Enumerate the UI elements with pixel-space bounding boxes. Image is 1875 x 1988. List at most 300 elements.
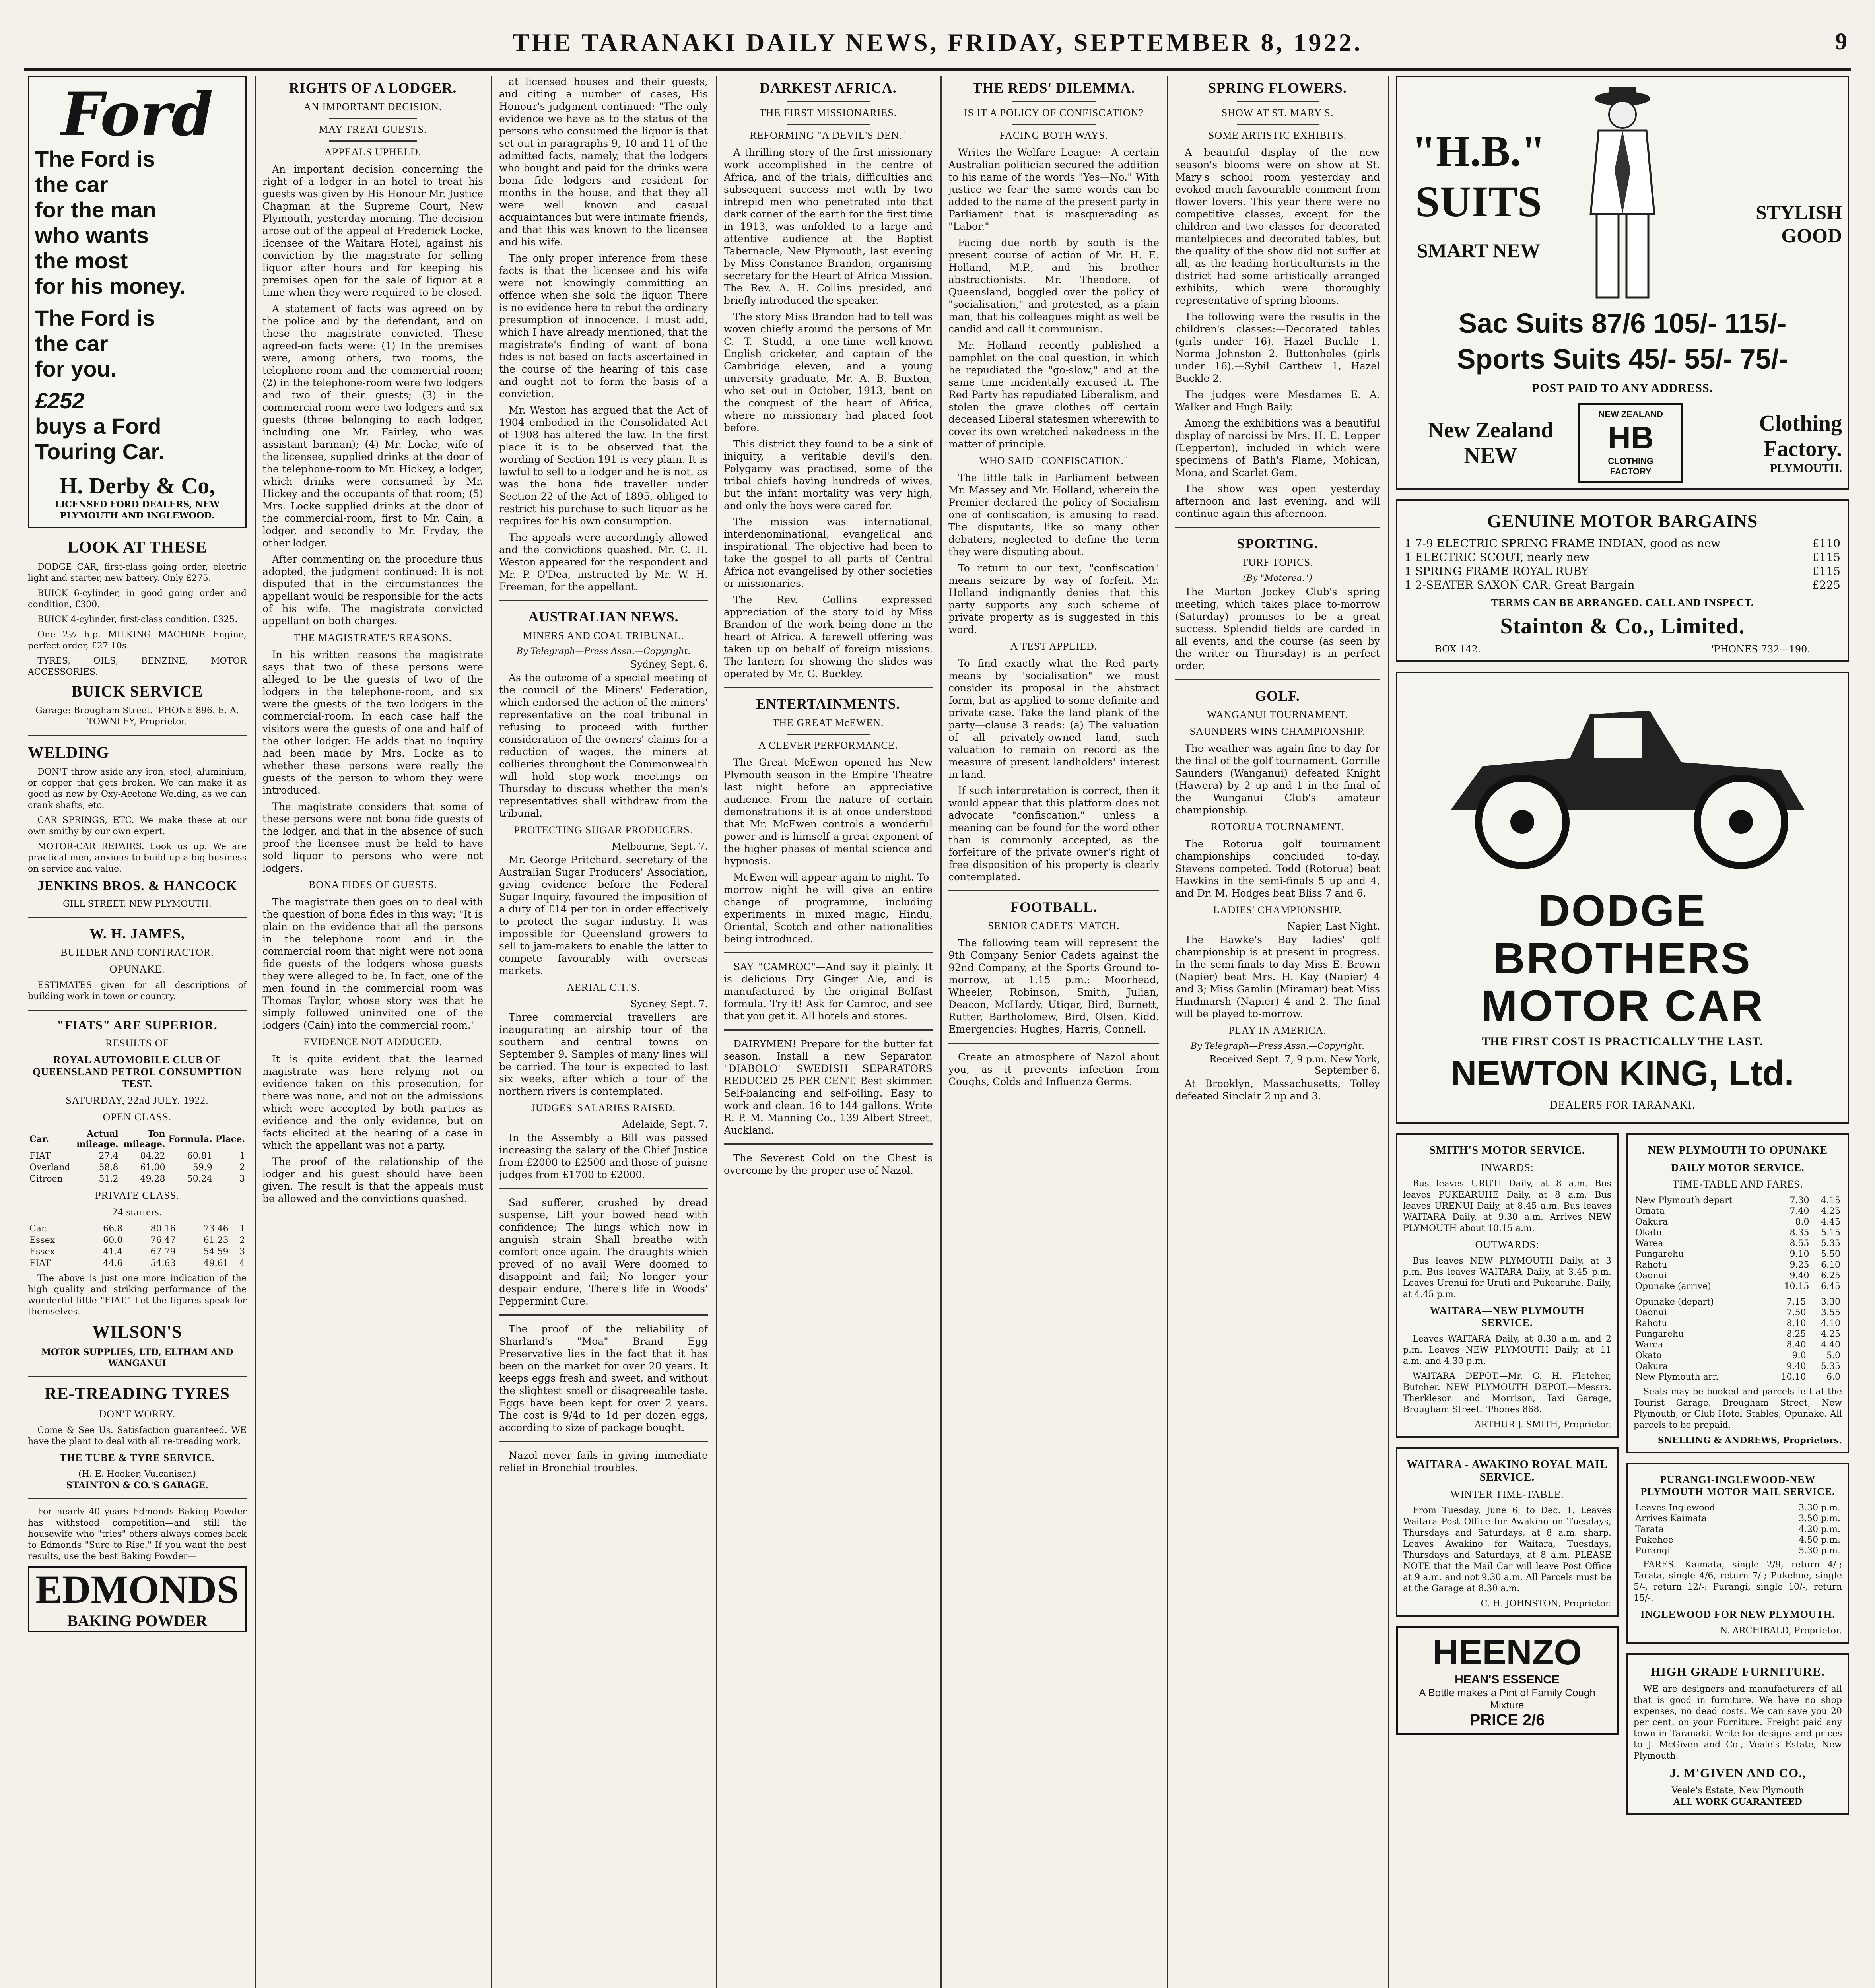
article-headline: SPRING FLOWERS. — [1208, 80, 1347, 96]
cell: Oaonui — [1635, 1308, 1667, 1318]
cell: Okato — [1635, 1228, 1662, 1238]
column-header: Actual mileage. — [76, 1129, 119, 1149]
advert-paragraph: The proof of the reliability of Sharland's "Moa" Brand Egg Preservative lies in the fact that it has been on the market for over 20 years. It keeps eggs fresh and sweet, and without the slightest smell or disagreeable taste. Eggs have been kept for over 2 years. The cost is 9/4d to 1d per dozen eggs, according to size of package bought. — [499, 1323, 708, 1433]
table-row — [1634, 1350, 1842, 1361]
furniture-guarantee: ALL WORK GUARANTEED — [1673, 1797, 1802, 1807]
column-rule — [940, 76, 942, 1988]
ford-line: the car — [35, 331, 108, 356]
cell: 4.10 — [1821, 1318, 1840, 1328]
column-6 — [1175, 76, 1380, 1988]
wilsons-name: WILSON'S — [92, 1322, 182, 1342]
fiat-private-class: PRIVATE CLASS. — [95, 1190, 179, 1201]
buick-garage: Garage: Brougham Street. 'PHONE 896. E. A. TOWNLEY, Proprietor. — [35, 706, 239, 727]
opunake-firm: SNELLING & ANDREWS, Proprietors. — [1657, 1435, 1842, 1446]
article-paragraph: An important decision concerning the right of a lodger in an hotel to treat his guests was given by His Honour Mr. Justice Chapman at the Supreme Court, New Plymouth, yesterday morning. The decision arose out of the appeal of Frederick Locke, licensee of the Waitara Hotel, against his conviction by the magistrate for selling liquor after hours and for keeping his premises open for the sale of liquor at a time when they were required to be closed. — [262, 163, 483, 298]
purangi-section: INGLEWOOD FOR NEW PLYMOUTH. — [1640, 1609, 1835, 1620]
cell: 5.15 — [1821, 1228, 1840, 1238]
james-text: ESTIMATES given for all descriptions of building work in town or country. — [28, 980, 247, 1002]
advert-paragraph: SAY "CAMROC"—And say it plainly. It is delicious Dry Ginger Ale, and is manufactured by the original Belfast formula. Try it! Ask for Camroc, and see that you get it. All hotels and stores. — [724, 961, 933, 1022]
dateline: Received Sept. 7, 9 p.m. New York, September 6. — [1209, 1054, 1380, 1076]
article-subhead: AERIAL C.T.'S. — [567, 982, 640, 993]
cell: Purangi — [1635, 1546, 1670, 1556]
cell: 67.79 — [150, 1247, 176, 1257]
article-paragraph: Facing due north by south is the present course of action of Mr. H. E. Holland, M.P., and his brother abstractionists. Mr. Theodore, of Queensland, boggled over the policy of "socialisation," and protested, as a plain man, that his colleagues might as well be candid and call it communism. — [948, 237, 1159, 335]
cell: 8.35 — [1790, 1228, 1809, 1238]
cell: Pungarehu — [1635, 1329, 1684, 1339]
table-row — [1634, 1513, 1842, 1524]
byline: (By "Motorea.") — [1243, 573, 1312, 583]
article-paragraph: The little talk in Parliament between Mr. Massey and Mr. Holland, wherein the Premier declared the policy of Socialism one of confiscation, is amusing to read. The disputants, like so many other debaters, neglected to define the term they were disputing about. — [948, 472, 1159, 557]
opunake-timetable — [1634, 1195, 1842, 1292]
article-headline: THE REDS' DILEMMA. — [972, 80, 1135, 96]
welding-address: GILL STREET, NEW PLYMOUTH. — [63, 899, 212, 909]
separator — [28, 917, 247, 918]
table-row — [1634, 1260, 1842, 1270]
cell: 4.40 — [1821, 1340, 1840, 1350]
article-subhead: BONA FIDES OF GUESTS. — [309, 879, 437, 891]
table-row — [28, 1173, 247, 1185]
separator — [1237, 101, 1319, 102]
cell: Warea — [1635, 1239, 1663, 1248]
article-headline: SPORTING. — [1237, 536, 1318, 551]
waitara-mail-sub: WINTER TIME-TABLE. — [1450, 1489, 1564, 1500]
hb-town: PLYMOUTH. — [1770, 462, 1842, 475]
fiat-open-class: OPEN CLASS. — [103, 1111, 172, 1123]
column-header: Formula. — [168, 1134, 212, 1144]
cell: 6.0 — [1826, 1372, 1840, 1382]
cell: Warea — [1635, 1340, 1663, 1350]
ford-dealer: H. Derby & Co, — [59, 473, 215, 499]
cell: 9.0 — [1792, 1351, 1806, 1361]
cell: 61.00 — [140, 1163, 165, 1173]
separator — [948, 890, 1159, 891]
article-subhead: AN IMPORTANT DECISION. — [303, 101, 442, 113]
furniture-text: WE are designers and manufacturers of all that is good in furniture. We have no shop expenses, no dead costs. We can save you 20 per cent. on your Furniture. Freight paid any town in Taranaki. Write for designs and prices to J. McGiven and Co., Veale's Estate, New Plymouth. — [1634, 1684, 1842, 1761]
cell: 27.4 — [99, 1151, 119, 1161]
cell: 9.25 — [1790, 1260, 1809, 1270]
article-paragraph: The mission was international, interdenominational, evangelical and inspirational. The objective had been to take the gospel to all parts of Central Africa not evangelised by other societies or missionaries. — [724, 516, 933, 589]
cell: 58.8 — [99, 1163, 119, 1173]
separator — [724, 1143, 933, 1145]
cell: 4.25 — [1821, 1329, 1840, 1339]
cell: 3.30 — [1821, 1297, 1840, 1307]
cell: 5.50 — [1821, 1249, 1840, 1259]
article-paragraph: The proof of the relationship of the lodger and his guest should have been given. The result is that the appeals must be allowed and the convictions quashed. — [262, 1156, 483, 1204]
purangi-prop: N. ARCHIBALD, Proprietor. — [1720, 1626, 1842, 1636]
separator — [948, 1043, 1159, 1044]
article-subhead: PROTECTING SUGAR PRODUCERS. — [514, 824, 693, 836]
column-rule — [1167, 76, 1168, 1988]
article-paragraph: Mr. George Pritchard, secretary of the Australian Sugar Producers' Association, giving evidence before the Federal Sugar Inquiry, favoured the imposition of a duty of £14 per ton in order effectively to protect the sugar industry. It was impossible for Queensland growers to sell to jam-makers to enable the latter to compete favourably with overseas markets. — [499, 854, 708, 977]
table-row — [1634, 1503, 1842, 1513]
article-subhead: IS IT A POLICY OF CONFISCATION? — [964, 107, 1144, 118]
look-item: TYRES, OILS, BENZINE, MOTOR ACCESSORIES. — [28, 656, 247, 677]
cell: 60.81 — [187, 1151, 212, 1161]
article-subhead: WANGANUI TOURNAMENT. — [1207, 709, 1348, 720]
cell: Opunake (depart) — [1635, 1297, 1714, 1307]
advert-paragraph: The Severest Cold on the Chest is overcome by the proper use of Nazol. — [724, 1152, 933, 1176]
separator — [329, 118, 417, 119]
article-subhead: FACING BOTH WAYS. — [999, 130, 1108, 141]
james-ad — [28, 925, 247, 1002]
opunake-note: Seats may be booked and parcels left at the Tourist Garage, Brougham Street, New Plymouth, or Club Hotel Stables, Opunake. All parcels to be prepaid. — [1634, 1387, 1842, 1430]
article-subhead: SENIOR CADETS' MATCH. — [988, 920, 1120, 932]
retreading-heading: RE-TREADING TYRES — [45, 1385, 230, 1403]
dateline: Napier, Last Night. — [1287, 921, 1380, 932]
waitara-mail-text: From Tuesday, June 6, to Dec. 1. Leaves Waitara Post Office for Awakino on Tuesdays, Thursdays and Saturdays, at 8 a.m. sharp. Leaves Awakino for Waitara, Tuesdays, Thursdays and Saturdays, at 8 a.m. PLEASE NOTE that the Mail Car will leave Post Office at 9 a.m. and not 9.30 a.m. All Parcels must be at the Garage at 8.30 a.m. — [1403, 1506, 1611, 1594]
cell: 80.16 — [150, 1224, 176, 1234]
bargains-heading: GENUINE MOTOR BARGAINS — [1487, 511, 1758, 531]
retreading-text: Come & See Us. Satisfaction guaranteed. WE have the plant to deal with all re-treading work. — [28, 1425, 247, 1446]
article-subhead: THE FIRST MISSIONARIES. — [759, 107, 897, 118]
cell: 84.22 — [140, 1151, 165, 1161]
cell: FIAT — [29, 1151, 51, 1161]
table-row — [1634, 1372, 1842, 1382]
article-paragraph: The following team will represent the 9th Company Senior Cadets against the 92nd Company, at the Sports Ground to-morrow, at 1.15 p.m.: Moorhead, Wheeler, Robinson, Smith, Julian, Deacon, McHardy, Utiger, Bird, Burnett, Rutter, Bartholomew, Bird, Olsen, Kidd. Emergencies: Hughes, Harris, Connell. — [948, 937, 1159, 1035]
cell: 49.28 — [140, 1174, 165, 1184]
article-subhead: TURF TOPICS. — [1242, 557, 1313, 568]
article-subhead: SHOW AT ST. MARY'S. — [1221, 107, 1334, 118]
cell: 41.4 — [103, 1247, 123, 1257]
cell: 59.9 — [192, 1163, 212, 1173]
cell: Rahotu — [1635, 1260, 1667, 1270]
bargains-phones: 'PHONES 732—190. — [1711, 644, 1810, 655]
column-3 — [499, 76, 708, 1988]
welding-repairs: MOTOR-CAR REPAIRS. Look us up. We are practical men, anxious to build up a big business on service and value. — [28, 842, 247, 874]
article-headline: AUSTRALIAN NEWS. — [528, 609, 679, 625]
list-item — [1403, 550, 1842, 564]
separator — [1237, 124, 1319, 125]
article-headline: GOLF. — [1255, 688, 1300, 704]
separator — [499, 1441, 708, 1442]
newton-king: NEWTON KING, Ltd. — [1451, 1054, 1794, 1093]
cell: 2 — [239, 1163, 245, 1173]
cell: 5.35 — [1821, 1361, 1840, 1371]
table-row — [28, 1246, 247, 1258]
james-trade: BUILDER AND CONTRACTOR. — [60, 947, 214, 958]
table-row — [1634, 1206, 1842, 1217]
article-paragraph: To return to our text, "confiscation" means seizure by way of forfeit. Mr. Holland indignantly denies that this party supports any such scheme of private property as is suggested in this word. — [948, 562, 1159, 635]
table-row — [1634, 1281, 1842, 1292]
article-paragraph: The Hawke's Bay ladies' golf championship is at present in progress. In the semi-finals to-day Miss E. Brown (Napier) beat Mrs. H. Kay (Napier) 4 and 3; Miss Gamlin (Miramar) beat Miss Hindmarsh (Napier) 4 and 2. The final will be played to-morrow. — [1175, 934, 1380, 1019]
bargains-terms: TERMS CAN BE ARRANGED. CALL AND INSPECT. — [1491, 597, 1754, 608]
separator — [787, 101, 870, 102]
article-headline: FOOTBALL. — [1010, 899, 1098, 915]
byline: By Telegraph—Press Assn.—Copyright. — [516, 646, 691, 656]
edmonds-ad — [28, 1507, 247, 1632]
cell: Pungarehu — [1635, 1249, 1684, 1259]
table-row — [28, 1258, 247, 1269]
column-5 — [948, 76, 1159, 1988]
separator — [28, 735, 247, 736]
buick-service: BUICK SERVICE — [71, 682, 203, 700]
article-paragraph: In his written reasons the magistrate says that two of these persons were alleged to be the guests of two of the lodgers in the telephone-room, and six were the guests of the two lodgers in the commercial-room. In each case half the visitors were the guests of one and half of the other lodger. He adds that no inquiry had been made by Mrs. Locke as to whether these persons were really the guests of the person to whom they were introduced. — [262, 649, 483, 796]
ford-line: the car — [35, 172, 108, 197]
cell: Tarata — [1635, 1524, 1664, 1534]
furniture-heading: HIGH GRADE FURNITURE. — [1651, 1664, 1825, 1679]
cell: Opunake (arrive) — [1635, 1281, 1711, 1291]
article-paragraph: Three commercial travellers are inaugurating an airship tour of the southern and central towns on September 9. Samples of many lines will be carried. The tour is expected to last six weeks, after which a tour of the northern rivers is contemplated. — [499, 1011, 708, 1097]
table-row — [1634, 1524, 1842, 1535]
column-rule — [255, 76, 256, 1988]
cell: 7.50 — [1786, 1308, 1806, 1318]
cell: 3.50 p.m. — [1799, 1514, 1840, 1524]
cell: 5.0 — [1826, 1351, 1840, 1361]
ford-dealer-sub: LICENSED FORD DEALERS, NEW PLYMOUTH AND INGLEWOOD. — [54, 499, 220, 521]
cell: Citroen — [29, 1174, 63, 1184]
ford-line: buys a Ford — [35, 414, 161, 439]
dodge-tagline: THE FIRST COST IS PRACTICALLY THE LAST. — [1482, 1035, 1763, 1048]
ford-line: The Ford is — [35, 146, 155, 171]
article-subhead: LADIES' CHAMPIONSHIP. — [1213, 904, 1342, 916]
cell: 6.10 — [1821, 1260, 1840, 1270]
look-item: One 2½ h.p. MILKING MACHINE Engine, perfect order, £27 10s. — [28, 630, 247, 651]
edmonds-logo-sub: BAKING POWDER — [67, 1612, 208, 1630]
cell: Oaonui — [1635, 1271, 1667, 1281]
article-paragraph: The judges were Mesdames E. A. Walker and Hugh Baily. — [1175, 389, 1380, 413]
item-price: £115 — [1812, 565, 1840, 578]
dodge-ad — [1396, 672, 1849, 1124]
furniture-ad — [1626, 1653, 1849, 1815]
heenzo-ad — [1396, 1626, 1619, 1735]
article-subhead: A CLEVER PERFORMANCE. — [758, 740, 898, 751]
cell: Pukehoe — [1635, 1535, 1673, 1545]
newspaper-title: THE TARANAKI DAILY NEWS, FRIDAY, SEPTEMBER 8, 1922. — [512, 28, 1363, 56]
dodge-title: MOTOR CAR — [1481, 982, 1764, 1031]
retreading-sub: DON'T WORRY. — [99, 1408, 176, 1420]
article-subhead: THE MAGISTRATE'S REASONS. — [293, 632, 452, 643]
look-item: BUICK 4-cylinder, first-class condition, £325. — [37, 615, 238, 625]
smiths-text: Bus leaves URUTI Daily, at 8 a.m. Bus leaves PUKEARUHE Daily, at 8 a.m. Bus leaves URENUI Daily, at 8.45 a.m. Bus leaves WAITARA Daily, at 9.30 a.m. Arrives NEW PLYMOUTH about 10.15 a.m. — [1403, 1179, 1611, 1233]
article-paragraph: McEwen will appear again to-night. To-morrow night he will give an entire change of programme, including experiments in mixed magic, Hindu, Oriental, Scotch and other nationalities being introduced. — [724, 872, 933, 945]
hb-logo-bottom: CLOTHING FACTORY — [1608, 456, 1654, 476]
cell: 44.6 — [103, 1258, 123, 1268]
cell: 4.25 — [1821, 1206, 1840, 1216]
edmonds-logo — [28, 1566, 247, 1632]
welding-firm: JENKINS BROS. & HANCOCK — [37, 879, 237, 893]
dateline: Adelaide, Sept. 7. — [622, 1119, 708, 1130]
ford-line: for you. — [35, 356, 117, 381]
cell: 10.15 — [1784, 1281, 1809, 1291]
article-paragraph: The magistrate then goes on to deal with the question of bona fides in this way: "It is plain on the evidence that all the persons in the telephone room and in the commercial room that night were not bona fide guests of the lodgers whose guests they were alleged to be. In fact, one of the men found in the commercial room was Thomas Taylor, whose story was that he simply followed uninvited one of the lodgers (Cain) into the commercial room." — [262, 896, 483, 1031]
item-price: £225 — [1812, 579, 1840, 592]
right-ads-block — [1626, 1133, 1849, 1824]
article-paragraph: The story Miss Brandon had to tell was woven chiefly around the persons of Mr. C. T. Studd, a one-time well-known English cricketer, and captain of the Cambridge eleven, and a young university graduate, Mr. A. B. Buxton, who set out in October, 1913, bent on the conquest of the heart of Africa, where no missionary had placed foot before. — [724, 311, 933, 433]
article-paragraph: As the outcome of a special meeting of the council of the Miners' Federation, which endorsed the action of the miners' representative on the coal tribunal in refusing to proceed with further consideration of the owners' claims for a reduction of wages, the miners at collieries throughout the Commonwealth will hold stop-work meetings on Thursday to discuss whether the men's representatives shall withdraw from the tribunal. — [499, 672, 708, 819]
hb-sac-suits: Sac Suits 87/6 105/- 115/- — [1458, 308, 1787, 339]
edmonds-logo-text: EDMONDS — [35, 1567, 239, 1611]
ford-line: The Ford is — [35, 305, 155, 330]
item-name: 1 SPRING FRAME ROYAL RUBY — [1405, 565, 1589, 578]
article-paragraph: The show was open yesterday afternoon and last evening, and will continue again this afternoon. — [1175, 483, 1380, 519]
cell: New Plymouth depart — [1635, 1196, 1733, 1206]
article-paragraph: This district they found to be a sink of iniquity, a veritable devil's den. Polygamy was practised, some of the tribal chiefs having hundreds of wives, but the infant mortality was very high, and only the boys were cared for. — [724, 438, 933, 511]
article-paragraph: The following were the results in the children's classes:—Decorated tables (girls under 16).—Hazel Buckle 1, Norma Johnston 2. Buttonholes (girls under 16).—Sybil Carthew 1, Hazel Buckle 2. — [1175, 311, 1380, 384]
article-paragraph: The Rev. Collins expressed appreciation of the story told by Miss Brandon of the work being done in the heart of Africa. A farewell offering was taken up on behalf of foreign missions. The lantern for showing the slides was operated by Mr. G. Buckley. — [724, 594, 933, 679]
hb-logo — [1578, 403, 1683, 483]
newton-king-sub: DEALERS FOR TARANAKI. — [1550, 1099, 1695, 1111]
cell: 8.55 — [1790, 1239, 1809, 1248]
list-item — [1403, 578, 1842, 592]
cell: 54.63 — [150, 1258, 176, 1268]
advert-paragraph: Sad sufferer, crushed by dread suspense, Lift your bowed head with confidence; The lungs which now in anguish strain Shall breathe with comfort once again. The draughts which proved of no avail Were doomed to disappoint and fail; No longer your despair endure, There's life in Woods' Peppermint Cure. — [499, 1197, 708, 1307]
byline: By Telegraph—Press Assn.—Copyright. — [1190, 1041, 1365, 1051]
column-1-ads — [28, 76, 247, 1988]
ford-logo: Ford — [61, 80, 214, 149]
bargains-firm: Stainton & Co., Limited. — [1500, 614, 1745, 639]
masthead — [24, 24, 1851, 71]
article-headline: DARKEST AFRICA. — [760, 80, 897, 96]
cell: 8.40 — [1786, 1340, 1806, 1350]
cell: 1 — [239, 1151, 245, 1161]
hb-left-tag: SMART NEW — [1417, 239, 1540, 262]
fiat-private-table — [28, 1223, 247, 1269]
cell: 60.0 — [103, 1235, 123, 1245]
heenzo-sub: HEAN'S ESSENCE — [1455, 1673, 1560, 1686]
separator — [499, 600, 708, 601]
article-paragraph: It is quite evident that the learned magistrate was here relying not on evidence taken on this prosecution, for there was none, and not on the admissions which were accepted by both parties as evidence and the only evidence, but on facts elicited at the hearing of a case in which the appellant was not a party. — [262, 1053, 483, 1151]
article-paragraph: The magistrate considers that some of these persons were not bona fide guests of the lodger, and that in the absence of such proof the licensee must be held to have sold liquor to persons who were not lodgers. — [262, 801, 483, 874]
article-headline: RIGHTS OF A LODGER. — [289, 80, 457, 96]
fiat-results: RESULTS OF — [105, 1037, 169, 1049]
table-row — [1634, 1329, 1842, 1340]
cell: Rahotu — [1635, 1318, 1667, 1328]
table-row — [1634, 1545, 1842, 1556]
separator — [1012, 124, 1096, 125]
article-subhead: THE GREAT McEWEN. — [772, 717, 884, 728]
article-subhead: JUDGES' SALARIES RAISED. — [531, 1102, 676, 1114]
cell: 2 — [239, 1235, 245, 1245]
article-paragraph: The Marton Jockey Club's spring meeting, which takes place to-morrow (Saturday) promises to be a great success. Splendid fields are carded in all events, and the course (as seen by the writer on Thursday) is in perfect order. — [1175, 586, 1380, 672]
item-name: 1 2-SEATER SAXON CAR, Great Bargain — [1405, 579, 1635, 592]
fiat-open-table — [28, 1128, 247, 1185]
cell: 4.20 p.m. — [1799, 1524, 1840, 1534]
article-paragraph: Mr. Holland recently published a pamphlet on the coal question, in which he repudiated the "go-slow," and at the same time incidentally excused it. The Red Party has repudiated Liberalism, and stolen the grave clothes off certain deceased Liberal statesmen wherewith to cover its own wretched nakedness in the matter of principle. — [948, 340, 1159, 450]
column-2-lodger — [262, 76, 483, 1988]
list-item — [1403, 564, 1842, 578]
smiths-text: Bus leaves NEW PLYMOUTH Daily, at 3 p.m. Bus leaves WAITARA Daily, at 3.45 p.m. Leaves Urenui for Uruti and Pukearuhe, Daily, at 4.45 p.m. — [1403, 1256, 1611, 1299]
separator — [724, 952, 933, 953]
look-item: BUICK 6-cylinder, in good going order and condition, £300. — [28, 588, 247, 610]
article-subhead: WHO SAID "CONFISCATION." — [979, 455, 1129, 466]
advert-paragraph: DAIRYMEN! Prepare for the butter fat season. Install a new Separator. "DIABOLO" SWEDISH SEPARATORS REDUCED 25 PER CENT. Best skimmer. Self-balancing and self-oiling. Easy to work and clean. 16 to 144 gallons. Write R. P. M. Manning Co., 139 Albert Street, Auckland. — [724, 1038, 933, 1136]
opunake-ad — [1626, 1133, 1849, 1453]
page-number: 9 — [1835, 28, 1847, 54]
cell: 49.61 — [203, 1258, 229, 1268]
smiths-inwards: INWARDS: — [1481, 1162, 1534, 1173]
article-paragraph: The weather was again fine to-day for the final of the golf tournament. Gorrille Saunders (Wanganui) defeated Knight (Hawera) by 2 up and 1 in the final of the Wanganui Club's amateur championship. — [1175, 743, 1380, 816]
cell: Oakura — [1635, 1361, 1668, 1371]
cell: 51.2 — [99, 1174, 119, 1184]
cell: 3.55 — [1821, 1308, 1840, 1318]
article-paragraph: To find exactly what the Red party means by "socialisation" we must consider its proposal in the abstract form, but as applied to some definite and private case. Take the land plank of the party—clause 3 reads: (a) The valuation of all privately-owned land, such valuation to remain on record as the measure of present landholders' interest in land. — [948, 658, 1159, 780]
separator — [329, 140, 417, 142]
article-paragraph: After commenting on the procedure thus adopted, the judgment continued: It is not disputed that in the circumstances the appellant would be responsible for the acts of his wife. The magistrate convicted appellant on both charges. — [262, 553, 483, 627]
article-paragraph: The only proper inference from these facts is that the licensee and his wife were not knowingly committing an offence when she sold the liquor. There is no evidence here to rebut the ordinary presumption of innocence. I must add, which I have already mentioned, that the magistrate's finding of want of bona fides is not based on facts ascertained in the course of the hearing of this case and ought not to form the basis of a conviction. — [499, 252, 708, 400]
hb-post: POST PAID TO ANY ADDRESS. — [1532, 382, 1713, 395]
dateline: Melbourne, Sept. 7. — [612, 841, 708, 852]
article-paragraph: A statement of facts was agreed on by the police and by the defendant, and on these the magistrate convicted. These agreed-on facts were: (1) In the premises were, among others, two rooms, the telephone-room and the commercial-room; (2) in the telephone-room were two lodgers and two of their guests; (3) in the commercial-room were two lodgers and six guests (three belonging to each lodger, including one Mr. Fairley, who was assistant barman); (4) Mr. Locke, wife of the licensee, supplied drinks at the door of the telephone-room to Mr. Hickey, a lodger, which drinks were consumed by Mr. Hickey and the occupants of that room; (5) Mrs. Locke supplied drinks at the door of the commercial-room, first to Mr. Cain, a lodger, and secondly to Mr. Fryday, the other lodger. — [262, 303, 483, 549]
cell: 4.45 — [1821, 1217, 1840, 1227]
purangi-heading: PURANGI-INGLEWOOD-NEW PLYMOUTH MOTOR MAIL SERVICE. — [1640, 1474, 1835, 1497]
welding-ad — [28, 743, 247, 910]
table-row — [28, 1162, 247, 1173]
table-row — [28, 1223, 247, 1235]
man-in-suit-illustration — [1567, 83, 1678, 305]
article-paragraph: Among the exhibitions was a beautiful display of narcissi by Mrs. H. E. Lepper (Lepperton), included in which were specimens of Bath's Flame, Mohican, Mona, and Scarlet Gem. — [1175, 417, 1380, 478]
look-item: DODGE CAR, first-class going order, electric light and starter, new battery. Only £275. — [28, 562, 247, 583]
table-row — [28, 1150, 247, 1162]
ford-price: £252 — [35, 388, 85, 413]
cell: New Plymouth arr. — [1635, 1372, 1719, 1382]
smiths-ad — [1396, 1133, 1619, 1438]
opunake-timetable-return — [1634, 1297, 1842, 1382]
table-row — [1634, 1249, 1842, 1260]
cell: Leaves Inglewood — [1635, 1503, 1715, 1513]
cell: 76.47 — [150, 1235, 176, 1245]
cell: 9.40 — [1790, 1271, 1809, 1281]
waitara-mail-ad — [1396, 1447, 1619, 1617]
furniture-addr: Veale's Estate, New Plymouth — [1671, 1786, 1804, 1796]
cell: 8.10 — [1786, 1318, 1806, 1328]
table-row — [1634, 1340, 1842, 1350]
cell: 3 — [239, 1174, 245, 1184]
retreading-tube: THE TUBE & TYRE SERVICE. — [60, 1452, 215, 1464]
cell: Oakura — [1635, 1217, 1668, 1227]
column-rule — [716, 76, 717, 1988]
ford-line: for the man — [35, 197, 156, 222]
cell: 4.50 p.m. — [1799, 1535, 1840, 1545]
article-subhead: EVIDENCE NOT ADDUCED. — [303, 1036, 443, 1048]
cell: 10.10 — [1781, 1372, 1806, 1382]
dateline: Sydney, Sept. 6. — [630, 659, 708, 670]
cell: Essex — [29, 1235, 55, 1245]
article-headline: ENTERTAINMENTS. — [756, 696, 900, 712]
cell: 5.35 — [1821, 1239, 1840, 1248]
column-header: Ton mileage. — [123, 1129, 165, 1149]
article-subhead: REFORMING "A DEVIL'S DEN." — [750, 130, 907, 141]
column-header: Car. — [29, 1134, 49, 1144]
cell: 6.45 — [1821, 1281, 1840, 1291]
ford-line: who wants — [35, 223, 149, 248]
cell: FIAT — [29, 1258, 51, 1268]
hb-title: "H.B." SUITS — [1411, 127, 1546, 226]
retreading-owner: (H. E. Hooker, Vulcaniser.) — [78, 1469, 196, 1479]
article-subhead: SAUNDERS WINS CHAMPIONSHIP. — [1189, 726, 1366, 737]
cell: 4.15 — [1821, 1196, 1840, 1206]
article-subhead: APPEALS UPHELD. — [324, 146, 422, 158]
separator — [724, 1029, 933, 1031]
smiths-waitara: WAITARA—NEW PLYMOUTH SERVICE. — [1430, 1305, 1585, 1328]
table-row — [28, 1235, 247, 1246]
welding-text: DON'T throw aside any iron, steel, aluminium, or copper that gets broken. We can make it as good as new by Oxy-Acetone Welding, as we can crank shafts, etc. — [28, 767, 247, 810]
smiths-text: Leaves WAITARA Daily, at 8.30 a.m. and 2 p.m. Leaves NEW PLYMOUTH Daily, at 11 a.m. and 4.30 p.m. — [1403, 1334, 1611, 1366]
cell: 3.30 p.m. — [1799, 1503, 1840, 1513]
hb-nz: New Zealand NEW — [1428, 418, 1554, 468]
cell: 9.10 — [1790, 1249, 1809, 1259]
cell: Essex — [29, 1247, 55, 1257]
look-heading: LOOK AT THESE — [67, 538, 207, 557]
purangi-ad — [1626, 1463, 1849, 1644]
james-town: OPUNAKE. — [109, 963, 165, 975]
separator — [787, 734, 870, 735]
dodge-title: DODGE BROTHERS — [1493, 886, 1752, 983]
cell: 8.0 — [1795, 1217, 1809, 1227]
table-row — [1634, 1227, 1842, 1238]
column-header: Place. — [215, 1134, 245, 1144]
cell: 9.40 — [1786, 1361, 1806, 1371]
table-row — [1634, 1217, 1842, 1227]
